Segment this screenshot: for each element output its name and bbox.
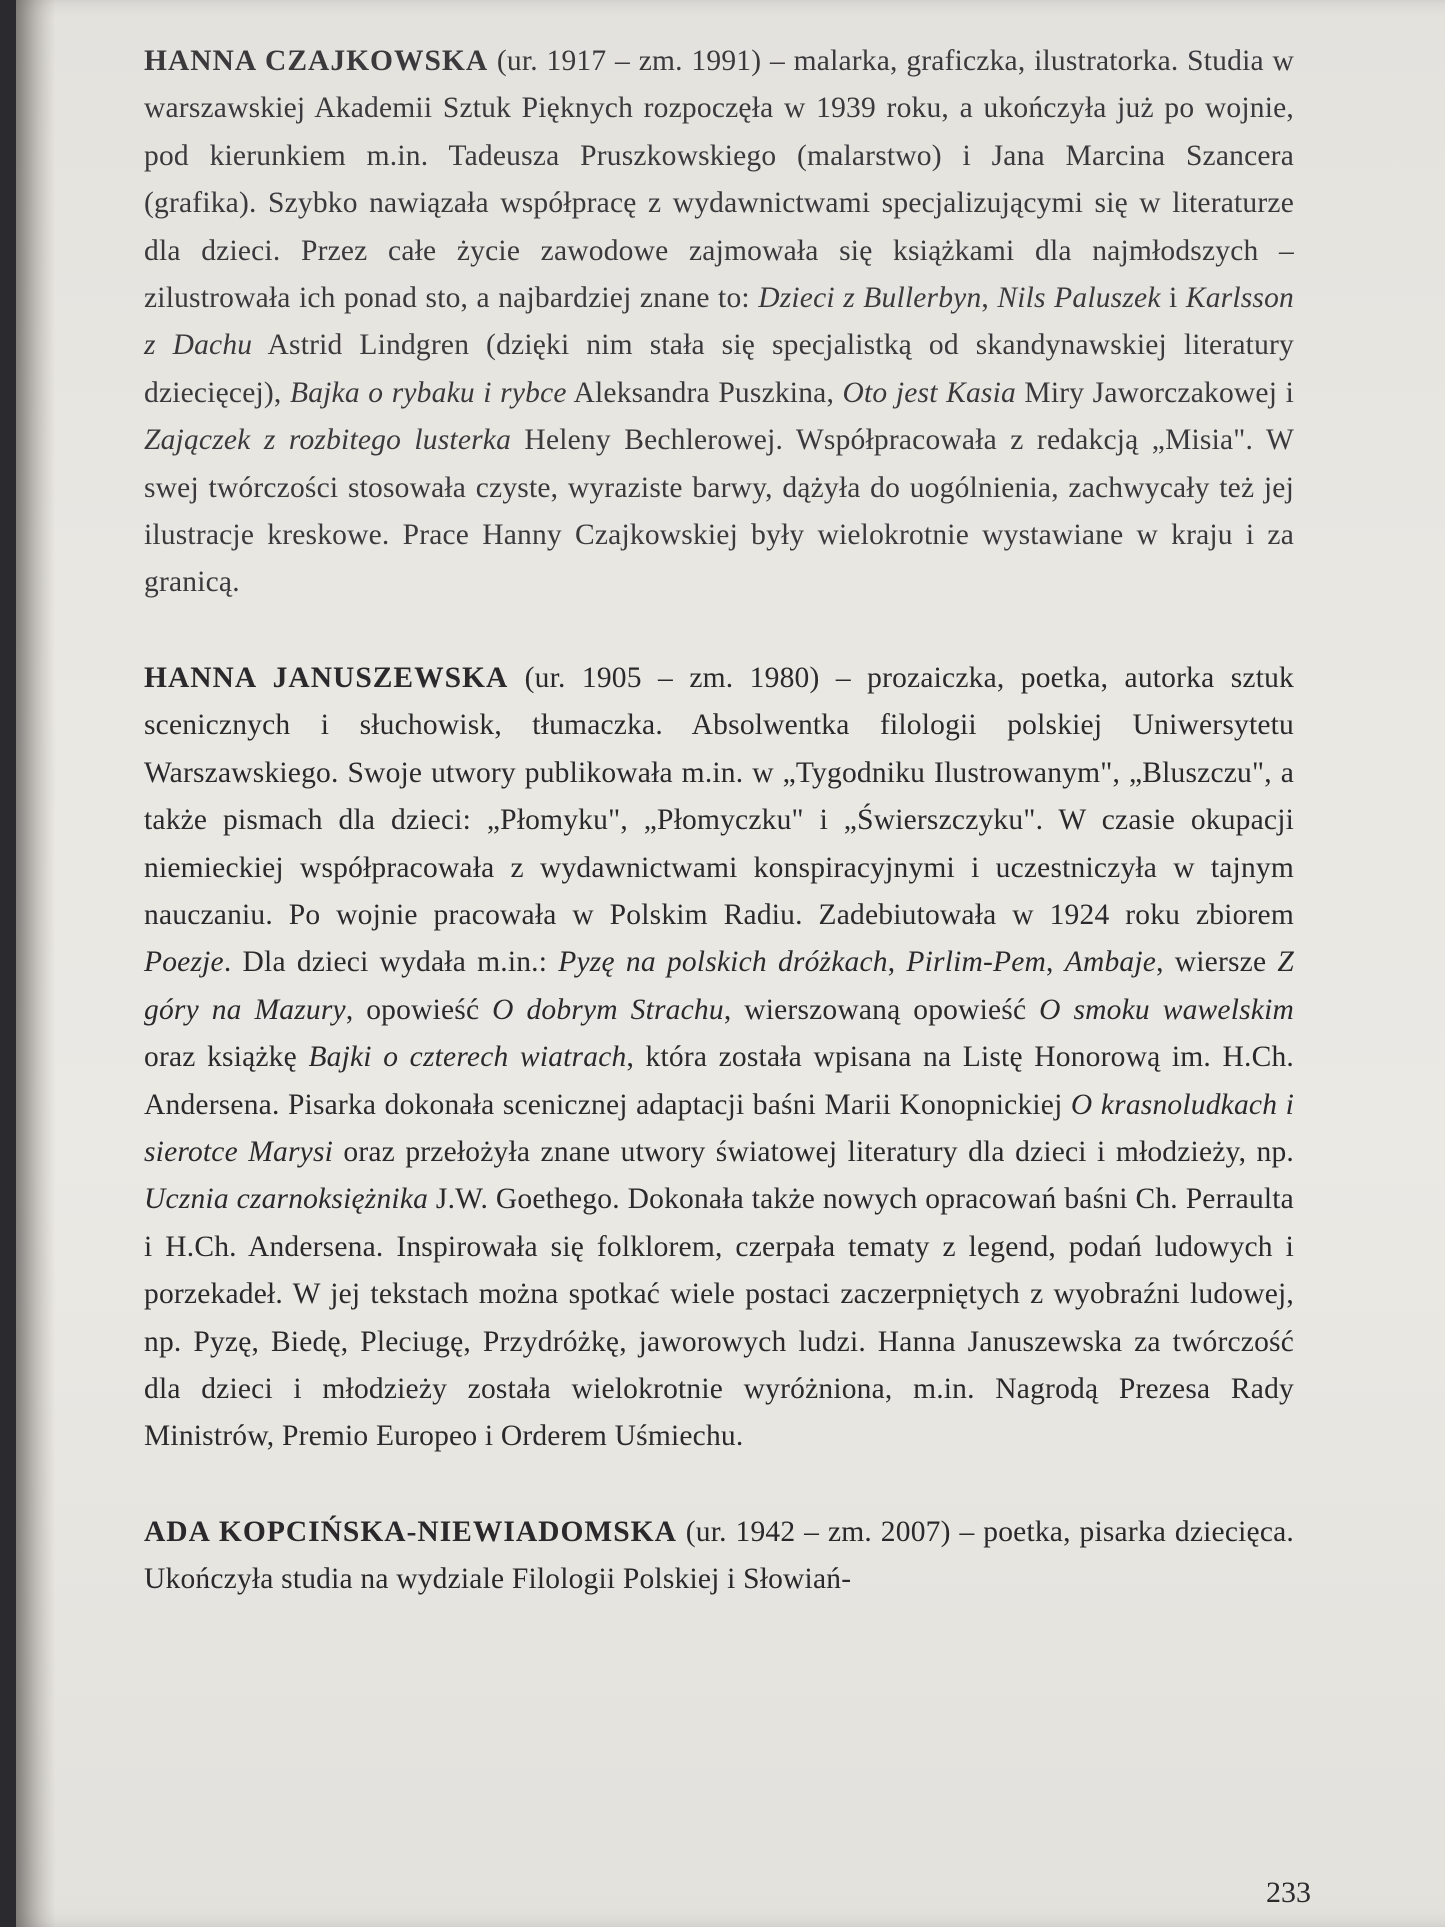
entry-text: , xyxy=(887,946,907,979)
book-page xyxy=(16,0,1445,1927)
work-title: Zajączek z rozbitego lusterka xyxy=(144,424,512,457)
entry-text: (ur. 1905 – zm. 1980) – prozaiczka, poetka, autorka sztuk scenicznych i słuchowisk, tłumaczka. Absolwentka filologii polskiej Uniwersytetu Warszawskiego. Swoje utwory publikowała m.in. w „Tygodniku Ilustrowanym", „Bluszczu", a także pismach dla dzieci: „Płomyku", „Płomyczku" i „Świerszczyku". W czasie okupacji niemieckiej współpracowała z wydawnictwami konspiracyjnymi i uczestniczyła w tajnym nauczaniu. Po wojnie pracowała w Polskim Radiu. Zadebiutowała w 1924 roku zbiorem xyxy=(144,661,1294,931)
entry-name: HANNA JANUSZEWSKA xyxy=(144,661,509,694)
work-title: Ucznia czarnoksiężnika xyxy=(144,1183,429,1216)
entry-text: , wierszowaną opowieść xyxy=(723,993,1040,1026)
work-title: Poezje xyxy=(144,946,224,979)
book-spine-shadow xyxy=(16,0,56,1927)
entry-text: oraz książkę xyxy=(144,1041,309,1074)
entry-text: J.W. Goethego. Dokonała także nowych opracowań baśni Ch. Perraulta i H.Ch. Andersena. Inspirowała się folklorem, czerpała tematy z legend, podań ludowych i porzekadeł. W jej tekstach można spotkać wiele postaci zaczerpniętych z wyobraźni ludowej, np. Pyzę, Biedę, Pleciugę, Przydróżkę, jaworowych ludzi. Hanna Januszewska za twórczość dla dzieci i młodzieży została wielokrotnie wyróżniona, m.in. Nagrodą Prezesa Rady Ministrów, Premio Europeo i Orderem Uśmiechu. xyxy=(144,1183,1294,1453)
page-number: 233 xyxy=(1266,1876,1311,1909)
entry-text: oraz przełożyła znane utwory światowej literatury dla dzieci i młodzieży, np. xyxy=(333,1135,1294,1168)
entry-text: , która została wpisana na Listę Honorową im. H.Ch. Andersena. Pisarka dokonała scenicznej adaptacji baśni Marii Konopnickiej xyxy=(144,1041,1294,1121)
entry-text: , xyxy=(1046,946,1065,979)
work-title: Karlsson z Dachu xyxy=(144,282,1294,362)
entry-name: HANNA CZAJKOWSKA xyxy=(144,45,489,77)
work-title: Z góry na Mazury xyxy=(144,946,1294,1026)
work-title: Pirlim-Pem xyxy=(906,946,1047,979)
entry-text: , wiersze xyxy=(1156,946,1278,979)
work-title: Oto jest Kasia xyxy=(842,376,1016,409)
entry-ada-kopcinska-niewiadomska xyxy=(144,1509,1294,1604)
entry-hanna-januszewska xyxy=(144,655,1294,1461)
work-title: O krasnoludkach i sierotce Marysi xyxy=(144,1088,1294,1168)
work-title: Pyzę na polskich dróżkach xyxy=(558,946,888,979)
page-text-body xyxy=(144,38,1294,1604)
entry-text: Miry Jaworczakowej i xyxy=(1015,376,1294,409)
entry-text: . Dla dzieci wydała m.in.: xyxy=(223,946,559,979)
entry-name: ADA KOPCIŃSKA-NIEWIADOMSKA xyxy=(144,1515,677,1548)
entry-text: Astrid Lindgren (dzięki nim stała się specjalistką od skandynawskiej literatury dziecięcej), xyxy=(144,329,1294,409)
work-title: O smoku wawelskim xyxy=(1039,993,1294,1026)
work-title: O dobrym Strachu xyxy=(492,993,724,1026)
entry-text: Heleny Bechlerowej. Współpracowała z redakcją „Misia". W swej twórczości stosowała czyste, wyraziste barwy, dążyła do uogólnienia, zachwycały też jej ilustracje kreskowe. Prace Hanny Czajkowskiej były wielokrotnie wystawiane w kraju i za granicą. xyxy=(144,424,1294,599)
work-title: Nils Paluszek xyxy=(997,282,1161,315)
entry-text: (ur. 1942 – zm. 2007) – poetka, pisarka dziecięca. Ukończyła studia na wydziale Filologii Polskiej i Słowiań- xyxy=(144,1515,1294,1596)
work-title: Bajka o rybaku i rybce xyxy=(289,376,567,409)
entry-text: , opowieść xyxy=(345,993,493,1026)
entry-text: i xyxy=(1160,282,1186,315)
entry-text: Aleksandra Puszkina, xyxy=(566,376,843,409)
work-title: Bajki o czterech wiatrach xyxy=(308,1041,627,1074)
entry-text: (ur. 1917 – zm. 1991) – malarka, graficzka, ilustratorka. Studia w warszawskiej Akademii Sztuk Pięknych rozpoczęła w 1939 roku, a ukończyła już po wojnie, pod kierunkiem m.in. Tadeusza Pruszkowskiego (malarstwo) i Jana Marcina Szancera (grafika). Szybko nawiązała współpracę z wydawnictwami specjalizującymi się w literaturze dla dzieci. Przez całe życie zawodowe zajmowała się książkami dla najmłodszych – zilustrowała ich ponad sto, a najbardziej znane to: xyxy=(144,45,1294,315)
work-title: Dzieci z Bullerbyn xyxy=(758,282,982,315)
work-title: Ambaje xyxy=(1064,946,1157,979)
entry-text: , xyxy=(981,282,998,315)
entry-hanna-czajkowska xyxy=(144,38,1294,607)
